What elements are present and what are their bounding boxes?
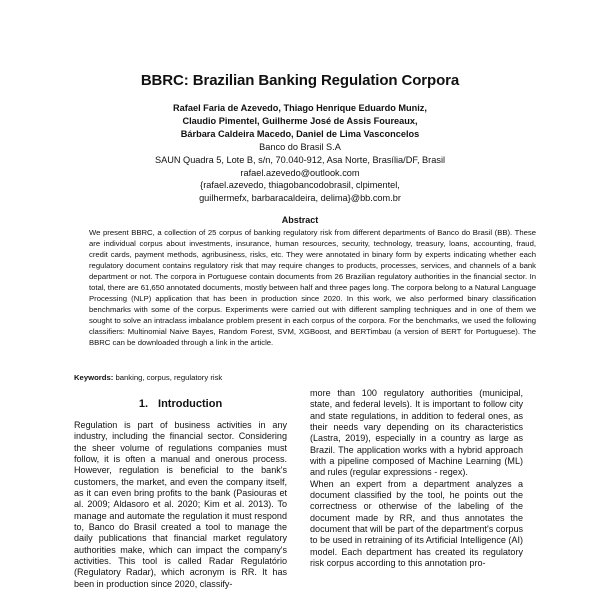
keywords-line (74, 372, 534, 383)
intro-left-column: Regulation is part of business activities in any industry, including the financial sector. Considering the sheer volume of regulations companies must follow, it is often a manual and onerous process. However, regulation is beneficial to the bank's customers, the market, and even the company itself, as it can even bring profits to the bank (Pasiouras et al. 2009; Aldasoro et al. 2020; Kim et al. 2013). To manage and automate the regulation it must respond to, Banco do Brasil created a tool to manage the daily publications that financial market regulatory authorities make, which can impact the company's activities. This tool is called Radar Regulatório (Regulatory Radar), which acronym is RR. It has been in production since 2020, classify- (74, 420, 287, 589)
contact-email-group: guilhermefx, barbaracaldeira, delima}@bb.com.br (199, 193, 401, 204)
paper-title: BBRC: Brazilian Banking Regulation Corpora (140, 72, 460, 89)
section-title: Introduction (158, 398, 223, 410)
intro-paragraph: more than 100 regulatory authorities (municipal, state, and federal levels). It is important to follow city and state regulations, in addition to federal ones, as their needs vary depending on its characteristics (Lastra, 2019), especially in a country as large as Brazil. The application works with a hybrid approach with a pipeline composed of Machine Learning (ML) and rules (regular expressions - regex). (310, 388, 523, 478)
author-list (0, 102, 600, 141)
author-line: Rafael Faria de Azevedo, Thiago Henrique Eduardo Muniz, (173, 103, 427, 113)
contact-email-group: {rafael.azevedo, thiagobancodobrasil, clpimentel, (200, 180, 400, 191)
author-line: Bárbara Caldeira Macedo, Daniel de Lima Vasconcelos (180, 129, 420, 139)
affiliation-block (0, 141, 600, 205)
intro-paragraph: When an expert from a department analyzes a document classified by the tool, he points out the correctness or otherwise of the labeling of the document made by RR, and thus annotates the document that will be part of the department's corpus to be used in retraining of its Artificial Intelligence (AI) model. Each department has created its regulatory risk corpus according to this annotation pro- (310, 478, 523, 569)
abstract-text: We present BBRC, a collection of 25 corpus of banking regulatory risk from different departments of Banco do Brasil (BB). These are individual corpus about investments, insurance, human resources, security, technology, treasury, loans, accounting, fraud, credit cards, payment methods, agribusiness, risks, etc. They were annotated in binary form by experts indicating whether each regulatory document contains regulatory risk that may require changes to products, processes, services, and channels of a bank department or not. The corpora in Portuguese contain documents from 26 Brazilian regulatory authorities in the financial sector. In total, there are 61,650 annotated documents, mostly between half and three pages long. The corpora belong to a Natural Language Processing (NLP) application that has been in production since 2020. In this work, we also performed binary classification benchmarks with some of the corpus. Experiments were carried out with different sampling techniques and in one of them we sought to solve an intraclass imbalance problem present in each corpus of the corpora. For the benchmarks, we used the following classifiers: Multinomial Naive Bayes, Random Forest, SVM, XGBoost, and BERTimbau (a version of BERT for Portuguese). The BBRC can be downloaded through a link in the article. (89, 228, 536, 348)
author-line: Claudio Pimentel, Guilherme José de Assis Foureaux, (182, 116, 418, 126)
institution-address: SAUN Quadra 5, Lote B, s/n, 70.040-912, Asa Norte, Brasília/DF, Brasil (154, 154, 446, 165)
section-heading-introduction (74, 398, 287, 410)
contact-email: rafael.azevedo@outlook.com (240, 167, 360, 178)
institution-name: Banco do Brasil S.A (259, 142, 341, 152)
section-number: 1. (138, 398, 149, 410)
keywords-label: Keywords: (74, 373, 114, 382)
keywords-text: banking, corpus, regulatory risk (113, 373, 223, 382)
intro-right-column (310, 388, 523, 570)
abstract-heading: Abstract (281, 215, 319, 225)
